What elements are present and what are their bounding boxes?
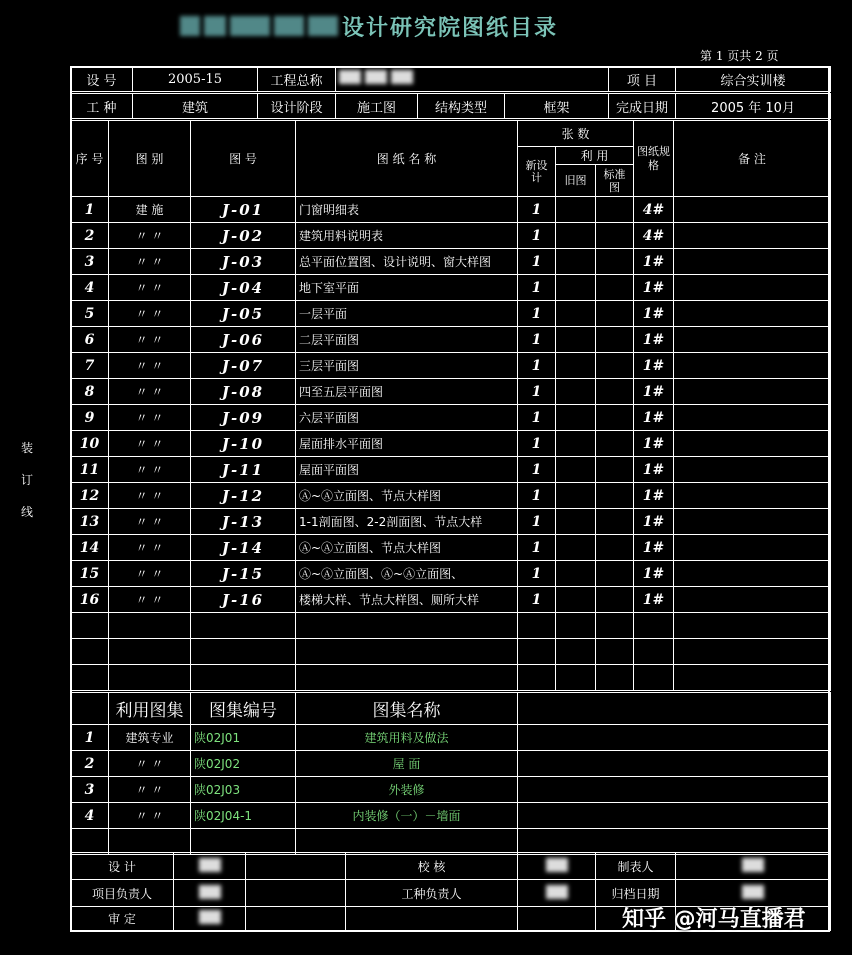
atlas-name: 外装修: [296, 777, 518, 803]
sig-drafter-redacted: [676, 853, 831, 880]
stage-label: 设计阶段: [258, 94, 336, 119]
project-name-redacted: [336, 67, 609, 92]
redacted-text: [180, 16, 200, 36]
empty-cell: [71, 639, 109, 665]
row-standard: [596, 483, 634, 509]
row-old: [556, 301, 596, 327]
redacted-text: [204, 16, 226, 36]
row-name: 1-1剖面图、2-2剖面图、节点大样: [296, 509, 518, 535]
project-name-label: 工程总称: [258, 67, 336, 92]
row-code: J-05: [191, 301, 296, 327]
sig-gap: [518, 907, 596, 931]
info-table: [70, 66, 831, 92]
row-name: 屋面排水平面图: [296, 431, 518, 457]
sig-gap: [346, 907, 518, 931]
atlas-row: [71, 803, 831, 829]
row-code: J-06: [191, 327, 296, 353]
row-new: 1: [518, 405, 556, 431]
row-remarks: [674, 301, 831, 327]
row-standard: [596, 535, 634, 561]
col-new-design: 新设计: [518, 147, 556, 197]
row-new: 1: [518, 457, 556, 483]
empty-row: [71, 665, 831, 691]
page-info: 第 1 页共 2 页: [700, 49, 779, 63]
row-name: 一层平面: [296, 301, 518, 327]
atlas-table: [70, 692, 831, 855]
row-remarks: [674, 561, 831, 587]
row-old: [556, 561, 596, 587]
atlas-col-name: 图集名称: [296, 693, 518, 725]
atlas-spacer: [518, 829, 831, 855]
atlas-spacer: [71, 829, 109, 855]
empty-cell: [296, 639, 518, 665]
row-seq: 2: [71, 223, 109, 249]
atlas-remarks: [518, 777, 831, 803]
atlas-remarks: [518, 803, 831, 829]
row-size: 1#: [634, 535, 674, 561]
empty-cell: [191, 639, 296, 665]
row-old: [556, 327, 596, 353]
row-standard: [596, 561, 634, 587]
watermark: 知乎 @河马直播君: [622, 907, 806, 932]
row-category: 建 施: [109, 197, 191, 223]
table-row: [71, 379, 831, 405]
row-size: 1#: [634, 509, 674, 535]
table-row: [71, 561, 831, 587]
side-char: 线: [20, 505, 33, 519]
table-row: [71, 483, 831, 509]
row-size: 1#: [634, 405, 674, 431]
empty-row: [71, 639, 831, 665]
row-standard: [596, 587, 634, 613]
stage-value: 施工图: [336, 94, 418, 119]
atlas-seq-header: [71, 693, 109, 725]
atlas-name: 内装修（一）－墙面: [296, 803, 518, 829]
row-category: 〃 〃: [109, 483, 191, 509]
sig-project-lead-redacted: [174, 880, 246, 907]
row-name: 二层平面图: [296, 327, 518, 353]
row-size: 1#: [634, 249, 674, 275]
row-old: [556, 535, 596, 561]
sig-drafter-label: 制表人: [596, 853, 676, 880]
atlas-seq: 1: [71, 725, 109, 751]
sig-discipline-lead-label: 工种负责人: [346, 880, 518, 907]
row-code: J-04: [191, 275, 296, 301]
sig-gap: [246, 907, 346, 931]
row-code: J-10: [191, 431, 296, 457]
empty-cell: [674, 665, 831, 691]
row-remarks: [674, 249, 831, 275]
sig-archive-date-label: 归档日期: [596, 880, 676, 907]
table-row: [71, 587, 831, 613]
title-text: 设计研究院图纸目录: [342, 15, 559, 41]
row-new: 1: [518, 483, 556, 509]
empty-cell: [191, 613, 296, 639]
row-seq: 1: [71, 197, 109, 223]
row-category: 〃 〃: [109, 431, 191, 457]
row-seq: 7: [71, 353, 109, 379]
row-new: 1: [518, 275, 556, 301]
row-size: 1#: [634, 431, 674, 457]
row-standard: [596, 301, 634, 327]
empty-cell: [634, 639, 674, 665]
row-name: 建筑用料说明表: [296, 223, 518, 249]
row-category: 〃 〃: [109, 327, 191, 353]
atlas-code: 陕02J02: [191, 751, 296, 777]
row-code: J-09: [191, 405, 296, 431]
row-remarks: [674, 275, 831, 301]
row-name: 三层平面图: [296, 353, 518, 379]
empty-cell: [296, 613, 518, 639]
row-code: J-12: [191, 483, 296, 509]
row-name: 四至五层平面图: [296, 379, 518, 405]
col-drawing-no: 图 号: [191, 121, 296, 197]
row-code: J-07: [191, 353, 296, 379]
empty-cell: [556, 613, 596, 639]
table-row: [71, 353, 831, 379]
row-seq: 8: [71, 379, 109, 405]
sig-approver-label: 审 定: [71, 907, 174, 931]
item-label: 项 目: [609, 67, 676, 92]
row-name: 门窗明细表: [296, 197, 518, 223]
table-row: [71, 249, 831, 275]
design-no: 2005-15: [133, 67, 258, 92]
row-remarks: [674, 197, 831, 223]
row-new: 1: [518, 327, 556, 353]
row-size: 1#: [634, 379, 674, 405]
row-code: J-11: [191, 457, 296, 483]
sig-designer-redacted: [174, 853, 246, 880]
row-size: 4#: [634, 197, 674, 223]
row-category: 〃 〃: [109, 353, 191, 379]
row-seq: 9: [71, 405, 109, 431]
row-standard: [596, 197, 634, 223]
table-row: [71, 275, 831, 301]
col-drawing-name: 图 纸 名 称: [296, 121, 518, 197]
row-remarks: [674, 431, 831, 457]
discipline-label: 工 种: [71, 94, 133, 119]
table-row: [71, 327, 831, 353]
col-seq: 序 号: [71, 121, 109, 197]
row-old: [556, 587, 596, 613]
row-seq: 10: [71, 431, 109, 457]
row-standard: [596, 431, 634, 457]
empty-cell: [596, 639, 634, 665]
empty-cell: [71, 665, 109, 691]
empty-cell: [596, 613, 634, 639]
redacted-text: [230, 16, 270, 36]
sig-project-lead-label: 项目负责人: [71, 880, 174, 907]
item-value: 综合实训楼: [676, 67, 831, 92]
date-label: 完成日期: [609, 94, 676, 119]
row-old: [556, 275, 596, 301]
atlas-category: 建筑专业: [109, 725, 191, 751]
row-seq: 4: [71, 275, 109, 301]
col-standard-drawing: 标准图: [596, 165, 634, 197]
row-code: J-14: [191, 535, 296, 561]
document-title: [180, 10, 640, 42]
row-size: 1#: [634, 561, 674, 587]
row-seq: 14: [71, 535, 109, 561]
sig-designer-label: 设 计: [71, 853, 174, 880]
row-new: 1: [518, 379, 556, 405]
empty-cell: [109, 639, 191, 665]
row-category: 〃 〃: [109, 535, 191, 561]
table-row: [71, 301, 831, 327]
row-category: 〃 〃: [109, 249, 191, 275]
row-code: J-08: [191, 379, 296, 405]
row-category: 〃 〃: [109, 509, 191, 535]
row-old: [556, 249, 596, 275]
empty-cell: [71, 613, 109, 639]
row-remarks: [674, 327, 831, 353]
row-code: J-01: [191, 197, 296, 223]
col-sheets: 张 数: [518, 121, 634, 147]
info-table-2: [70, 93, 831, 119]
structure-value: 框架: [505, 94, 609, 119]
structure-label: 结构类型: [418, 94, 505, 119]
row-new: 1: [518, 301, 556, 327]
row-new: 1: [518, 509, 556, 535]
atlas-spacer: [296, 829, 518, 855]
atlas-remarks: [518, 725, 831, 751]
row-code: J-03: [191, 249, 296, 275]
empty-cell: [556, 665, 596, 691]
row-category: 〃 〃: [109, 379, 191, 405]
row-old: [556, 405, 596, 431]
sig-checker-redacted: [518, 853, 596, 880]
atlas-col-use: 利用图集: [109, 693, 191, 725]
empty-cell: [674, 613, 831, 639]
row-remarks: [674, 457, 831, 483]
empty-cell: [518, 639, 556, 665]
row-category: 〃 〃: [109, 587, 191, 613]
row-size: 1#: [634, 301, 674, 327]
atlas-category: 〃 〃: [109, 777, 191, 803]
row-new: 1: [518, 197, 556, 223]
col-remarks: 备 注: [674, 121, 831, 197]
col-size: 图纸规格: [634, 121, 674, 197]
row-category: 〃 〃: [109, 457, 191, 483]
row-code: J-13: [191, 509, 296, 535]
row-remarks: [674, 379, 831, 405]
row-seq: 5: [71, 301, 109, 327]
row-seq: 3: [71, 249, 109, 275]
row-seq: 15: [71, 561, 109, 587]
row-seq: 11: [71, 457, 109, 483]
row-category: 〃 〃: [109, 405, 191, 431]
empty-cell: [596, 665, 634, 691]
atlas-code: 陕02J01: [191, 725, 296, 751]
row-new: 1: [518, 561, 556, 587]
empty-cell: [518, 613, 556, 639]
table-row: [71, 509, 831, 535]
row-size: 1#: [634, 275, 674, 301]
atlas-category: 〃 〃: [109, 803, 191, 829]
col-category: 图 别: [109, 121, 191, 197]
atlas-col-code: 图集编号: [191, 693, 296, 725]
row-size: 1#: [634, 353, 674, 379]
row-remarks: [674, 535, 831, 561]
row-name: 地下室平面: [296, 275, 518, 301]
row-standard: [596, 405, 634, 431]
row-old: [556, 509, 596, 535]
row-old: [556, 379, 596, 405]
row-standard: [596, 457, 634, 483]
atlas-name: 建筑用料及做法: [296, 725, 518, 751]
sig-discipline-lead-redacted: [518, 880, 596, 907]
atlas-row: [71, 725, 831, 751]
atlas-category: 〃 〃: [109, 751, 191, 777]
sig-approver-redacted: [174, 907, 246, 931]
empty-cell: [634, 613, 674, 639]
side-char: 订: [20, 473, 33, 487]
redacted-text: [308, 16, 338, 36]
row-size: 1#: [634, 483, 674, 509]
row-standard: [596, 509, 634, 535]
row-size: 1#: [634, 587, 674, 613]
row-standard: [596, 275, 634, 301]
row-remarks: [674, 587, 831, 613]
sig-gap: [246, 853, 346, 880]
row-remarks: [674, 223, 831, 249]
row-size: 1#: [634, 327, 674, 353]
row-standard: [596, 223, 634, 249]
col-old-drawing: 旧图: [556, 165, 596, 197]
atlas-code: 陕02J03: [191, 777, 296, 803]
atlas-row: [71, 777, 831, 803]
table-row: [71, 405, 831, 431]
empty-cell: [191, 665, 296, 691]
empty-cell: [556, 639, 596, 665]
row-code: J-16: [191, 587, 296, 613]
row-size: 1#: [634, 457, 674, 483]
design-no-label: 设 号: [71, 67, 133, 92]
row-seq: 13: [71, 509, 109, 535]
row-new: 1: [518, 535, 556, 561]
row-old: [556, 223, 596, 249]
empty-cell: [296, 665, 518, 691]
row-old: [556, 483, 596, 509]
table-row: [71, 431, 831, 457]
atlas-spacer: [191, 829, 296, 855]
row-standard: [596, 379, 634, 405]
empty-row: [71, 613, 831, 639]
empty-cell: [634, 665, 674, 691]
row-remarks: [674, 509, 831, 535]
row-name: 楼梯大样、节点大样图、厕所大样: [296, 587, 518, 613]
row-standard: [596, 327, 634, 353]
row-name: 屋面平面图: [296, 457, 518, 483]
row-new: 1: [518, 249, 556, 275]
row-old: [556, 457, 596, 483]
row-old: [556, 197, 596, 223]
row-name: Ⓐ~Ⓐ立面图、Ⓐ~Ⓐ立面图、: [296, 561, 518, 587]
row-seq: 16: [71, 587, 109, 613]
drawing-list-table: [70, 120, 831, 691]
empty-cell: [674, 639, 831, 665]
row-remarks: [674, 483, 831, 509]
row-name: 六层平面图: [296, 405, 518, 431]
table-row: [71, 223, 831, 249]
row-size: 4#: [634, 223, 674, 249]
row-name: Ⓐ~Ⓐ立面图、节点大样图: [296, 535, 518, 561]
row-name: 总平面位置图、设计说明、窗大样图: [296, 249, 518, 275]
row-category: 〃 〃: [109, 561, 191, 587]
atlas-seq: 2: [71, 751, 109, 777]
row-category: 〃 〃: [109, 223, 191, 249]
row-old: [556, 353, 596, 379]
row-new: 1: [518, 223, 556, 249]
empty-cell: [109, 665, 191, 691]
atlas-seq: 3: [71, 777, 109, 803]
side-char: 装: [20, 441, 33, 455]
row-remarks: [674, 405, 831, 431]
row-category: 〃 〃: [109, 301, 191, 327]
sig-checker-label: 校 核: [346, 853, 518, 880]
table-row: [71, 197, 831, 223]
sig-gap: [246, 880, 346, 907]
row-remarks: [674, 353, 831, 379]
row-code: J-15: [191, 561, 296, 587]
row-seq: 12: [71, 483, 109, 509]
row-name: Ⓐ~Ⓐ立面图、节点大样图: [296, 483, 518, 509]
atlas-name: 屋 面: [296, 751, 518, 777]
atlas-code: 陕02J04-1: [191, 803, 296, 829]
binding-line-label: [20, 432, 34, 528]
table-row: [71, 535, 831, 561]
atlas-empty: [518, 693, 831, 725]
row-code: J-02: [191, 223, 296, 249]
row-new: 1: [518, 353, 556, 379]
discipline-value: 建筑: [133, 94, 258, 119]
atlas-seq: 4: [71, 803, 109, 829]
row-new: 1: [518, 431, 556, 457]
atlas-row: [71, 751, 831, 777]
atlas-remarks: [518, 751, 831, 777]
row-standard: [596, 353, 634, 379]
date-value: 2005 年 10月: [676, 94, 831, 119]
row-old: [556, 431, 596, 457]
atlas-spacer: [109, 829, 191, 855]
row-category: 〃 〃: [109, 275, 191, 301]
row-new: 1: [518, 587, 556, 613]
row-seq: 6: [71, 327, 109, 353]
row-standard: [596, 249, 634, 275]
empty-cell: [518, 665, 556, 691]
empty-cell: [109, 613, 191, 639]
table-row: [71, 457, 831, 483]
redacted-text: [274, 16, 304, 36]
col-reuse: 利 用: [556, 147, 634, 165]
